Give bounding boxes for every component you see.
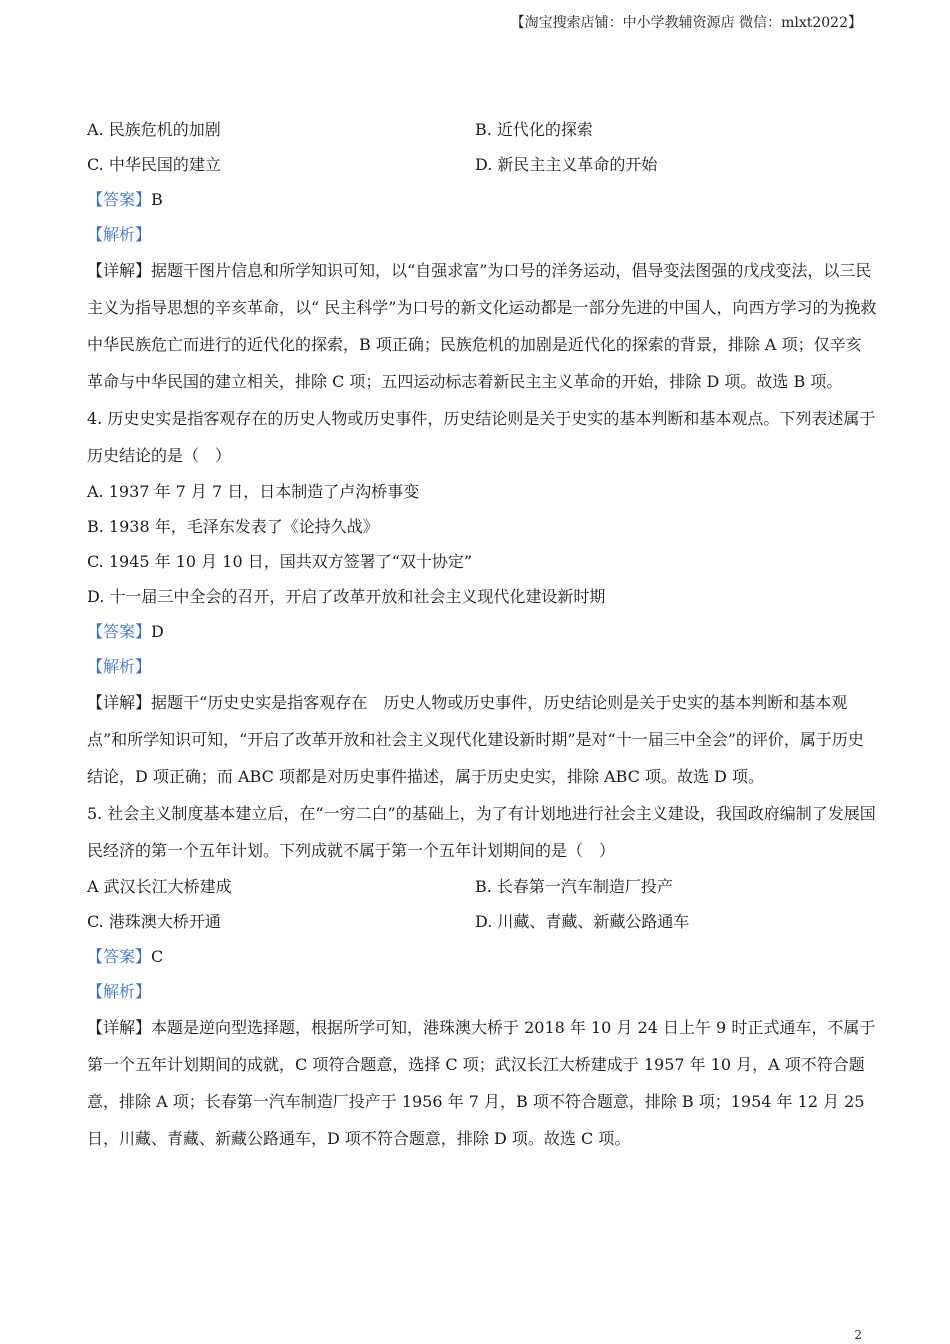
q5-option-c: C. 港珠澳大桥开通 (87, 912, 221, 931)
answer-tag: 【答案】 (87, 190, 152, 209)
q5-stem: 5. 社会主义制度基本建立后，在“一穷二白”的基础上，为了有计划地进行社会主义建设，我国政府编制了发展国民经济的第一个五年计划。下列成就不属于第一个五年计划期间的是（ ） (87, 804, 876, 860)
q5-option-d: D. 川藏、青藏、新藏公路通车 (475, 912, 690, 931)
q4-analysis-heading (87, 649, 877, 684)
analysis-tag: 【解析】 (87, 657, 152, 676)
q4-option-b: B. 1938 年，毛泽东发表了《论持久战》 (87, 517, 379, 536)
answer-value: C (151, 947, 164, 966)
q4-option-c: C. 1945 年 10 月 10 日，国共双方签署了“双十协定” (87, 552, 473, 571)
detail-tag: 【详解】 (87, 1018, 152, 1037)
q5-answer (87, 939, 877, 974)
answer-tag: 【答案】 (87, 947, 152, 966)
q3-option-c: C. 中华民国的建立 (87, 155, 221, 174)
q4-detail (87, 684, 877, 795)
page-number: 2 (854, 1328, 862, 1342)
q5-options-row-1 (87, 869, 877, 904)
q4-option-d: D. 十一届三中全会的召开，开启了改革开放和社会主义现代化建设新时期 (87, 587, 606, 606)
q4-stem: 4. 历史史实是指客观存在的历史人物或历史事件，历史结论则是关于史实的基本判断和基本观点。下列表述属于历史结论的是（ ） (87, 409, 876, 465)
q5-option-b: B. 长春第一汽车制造厂投产 (475, 877, 673, 896)
q5-options-row-2 (87, 904, 877, 939)
detail-tag: 【详解】 (87, 693, 152, 712)
detail-tag: 【详解】 (87, 261, 152, 280)
q3-detail (87, 252, 877, 400)
detail-text: 据题干图片信息和所学知识可知，以“自强求富”为口号的洋务运动，倡导变法图强的戊戌变法，以三民主义为指导思想的辛亥革命，以“ 民主科学”为口号的新文化运动都是一部分先进的中国人，向西方学习的为挽救中华民族危亡而进行的近代化的探索，B 项正确；民族危机的加剧是近代化的探索的背景，排除 A 项；仅辛亥革命与中华民国的建立相关，排除 C 项；五四运动标志着新民主主义革命的开始，排除 D 项。故选 B 项。 (87, 261, 877, 391)
q3-answer (87, 182, 877, 217)
detail-text: 据题干“历史史实是指客观存在 历史人物或历史事件，历史结论则是关于史实的基本判断和基本观点”和所学知识可知，“开启了改革开放和社会主义现代化建设新时期”是对“十一届三中全会”的评价，属于历史结论，D 项正确；而 ABC 项都是对历史事件描述，属于历史史实，排除 ABC 项。故选 D 项。 (87, 693, 864, 786)
q3-option-b: B. 近代化的探索 (475, 120, 593, 139)
q5-detail (87, 1009, 877, 1157)
answer-tag: 【答案】 (87, 622, 152, 641)
q5-option-a: A 武汉长江大桥建成 (87, 877, 232, 896)
detail-text: 本题是逆向型选择题，根据所学可知，港珠澳大桥于 2018 年 10 月 24 日上午 9 时正式通车，不属于第一个五年计划期间的成就，C 项符合题意，选择 C 项；武汉长江大桥建成于 1957 年 10 月，A 项不符合题意，排除 A 项；长春第一汽车制造厂投产于 1956 年 7 月，B 项不符合题意，排除 B 项；1954 年 12 月 25 日，川藏、青藏、新藏公路通车，D 项不符合题意，排除 D 项。故选 C 项。 (87, 1018, 876, 1148)
q3-option-a: A. 民族危机的加剧 (87, 120, 221, 139)
q4-answer (87, 614, 877, 649)
q3-analysis-heading (87, 217, 877, 252)
q3-option-d: D. 新民主主义革命的开始 (475, 155, 658, 174)
q5-analysis-heading (87, 974, 877, 1009)
analysis-tag: 【解析】 (87, 982, 152, 1001)
q4-option-a: A. 1937 年 7 月 7 日，日本制造了卢沟桥事变 (87, 482, 420, 501)
q3-options-row-2 (87, 147, 877, 182)
q3-options-row-1 (87, 112, 877, 147)
analysis-tag: 【解析】 (87, 225, 152, 244)
answer-value: B (151, 190, 163, 209)
page-header: 【淘宝搜索店铺：中小学教辅资源店 微信：mlxt2022】 (510, 15, 862, 31)
answer-value: D (151, 622, 164, 641)
document-body (87, 112, 877, 1157)
